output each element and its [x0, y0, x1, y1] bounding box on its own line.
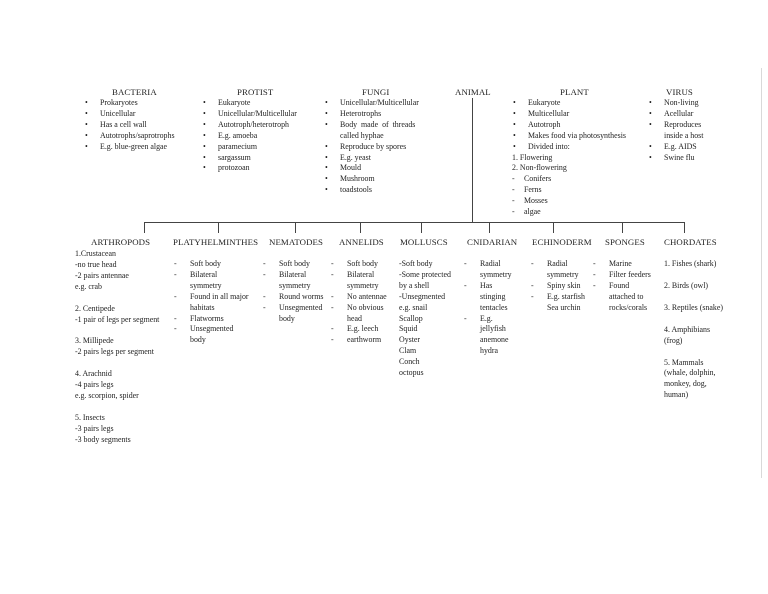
- list-item: called hyphae: [340, 130, 384, 140]
- list-item: -2 pairs legs per segment: [75, 347, 154, 357]
- list-item: • Autotroph/heterotroph: [202, 120, 297, 131]
- list-item: • E.g. blue-green algae: [84, 142, 175, 153]
- list-item: • sargassum: [202, 153, 297, 164]
- list-item: 2. Non-flowering: [512, 163, 567, 173]
- list-item: 5. Mammals: [664, 357, 704, 367]
- list-item: - Radial: [463, 259, 512, 270]
- list-item: -Soft body: [399, 259, 433, 268]
- list-item: • Acellular: [648, 109, 703, 120]
- list-item: 3. Millipede: [75, 336, 114, 346]
- kingdom-title-plant: PLANT: [560, 87, 589, 97]
- list-item: - Bilateral: [173, 270, 249, 281]
- list-item: body: [190, 335, 206, 345]
- list-item: - Flatworms: [173, 314, 249, 325]
- list-item: Oyster: [399, 335, 421, 345]
- kingdom-list-fungi: [324, 98, 419, 196]
- list-item: stinging: [480, 291, 506, 301]
- list-item: • Eukaryote: [512, 98, 626, 109]
- list-item: anemone: [480, 335, 509, 345]
- list-item: 4. Amphibians: [664, 324, 711, 334]
- list-item: - No antennae: [330, 292, 387, 303]
- list-item: - Soft body: [262, 259, 324, 270]
- kingdom-list-virus: [648, 98, 703, 163]
- list-item: - Marine: [592, 259, 651, 270]
- list-item: - Mosses: [512, 196, 626, 207]
- list-item: (frog): [664, 335, 683, 345]
- list-item: symmetry: [547, 269, 579, 279]
- list-item: • Divided into:: [512, 142, 626, 153]
- list-item: rocks/corals: [609, 302, 648, 312]
- list-item: • Autotroph: [512, 120, 626, 131]
- kingdom-title-animal: ANIMAL: [455, 87, 491, 97]
- kingdom-title-bacteria: BACTERIA: [112, 87, 157, 97]
- list-item: - algae: [512, 207, 626, 218]
- kingdom-list-plant: [512, 98, 626, 218]
- list-item: - Radial: [530, 259, 585, 270]
- list-item: Squid: [399, 324, 418, 334]
- list-item: tentacles: [480, 302, 508, 312]
- list-item: (whale, dolphin,: [664, 368, 716, 378]
- list-item: • Mould: [324, 163, 419, 174]
- list-item: • Reproduces: [648, 120, 703, 131]
- phylum-title-molluscs: MOLLUSCS: [400, 237, 448, 247]
- list-item: - Round worms: [262, 292, 324, 303]
- kingdom-list-bacteria: [84, 98, 175, 153]
- list-item: • protozoan: [202, 163, 297, 174]
- list-item: - E.g.: [463, 314, 512, 325]
- list-item: • E.g. yeast: [324, 153, 419, 164]
- list-item: - Conifers: [512, 174, 626, 185]
- list-item: - Soft body: [173, 259, 249, 270]
- kingdom-title-protist: PROTIST: [237, 87, 274, 97]
- list-item: human): [664, 390, 689, 400]
- list-item: • Has a cell wall: [84, 120, 175, 131]
- list-item: -4 pairs legs: [75, 380, 114, 390]
- phylum-title-nematodes: NEMATODES: [269, 237, 324, 247]
- list-item: e.g. crab: [75, 281, 102, 291]
- list-item: • Heterotrophs: [324, 109, 419, 120]
- list-item: -no true head: [75, 259, 117, 269]
- list-item: monkey, dog,: [664, 379, 707, 389]
- list-item: -2 pairs antennae: [75, 270, 129, 280]
- list-item: head: [347, 313, 362, 323]
- list-item: • Multicellular: [512, 109, 626, 120]
- list-item: - Unsegmented: [173, 324, 249, 335]
- phylum-list-molluscs: [399, 259, 451, 379]
- list-item: - Filter feeders: [592, 270, 651, 281]
- list-item: by a shell: [399, 280, 430, 290]
- phylum-list-sponges: [592, 259, 651, 314]
- phylum-title-arthropods: ARTHROPODS: [91, 237, 151, 247]
- phylum-list-cnidarian: [463, 259, 512, 357]
- list-item: Sea urchin: [547, 302, 581, 312]
- list-item: • Body made of threads: [324, 120, 419, 131]
- list-item: • paramecium: [202, 142, 297, 153]
- list-item: - Soft body: [330, 259, 387, 270]
- phylum-title-platyhelminthes: PLATYHELMINTHES: [173, 237, 259, 247]
- list-item: 3. Reptiles (snake): [664, 302, 723, 312]
- list-item: Conch: [399, 357, 420, 367]
- list-item: • Unicellular/Multicellular: [324, 98, 419, 109]
- list-item: 1. Flowering: [512, 152, 553, 162]
- phylum-title-echinoderm: ECHINODERM: [532, 237, 592, 247]
- list-item: octopus: [399, 368, 424, 378]
- list-item: body: [279, 313, 295, 323]
- list-item: symmetry: [190, 280, 222, 290]
- list-item: - earthworm: [330, 335, 387, 346]
- list-item: - No obvious: [330, 303, 387, 314]
- list-item: e.g. scorpion, spider: [75, 391, 139, 401]
- list-item: -3 body segments: [75, 434, 131, 444]
- list-item: - Spiny skin: [530, 281, 585, 292]
- list-item: attached to: [609, 291, 644, 301]
- list-item: 1.Crustacean: [75, 249, 116, 258]
- list-item: 2. Centipede: [75, 303, 115, 313]
- phylum-list-echinoderm: [530, 259, 585, 314]
- list-item: inside a host: [664, 130, 704, 140]
- list-item: -1 pair of legs per segment: [75, 314, 160, 324]
- list-item: symmetry: [279, 280, 311, 290]
- list-item: • Non-living: [648, 98, 703, 109]
- list-item: - E.g. starfish: [530, 292, 585, 303]
- kingdom-title-fungi: FUNGI: [362, 87, 390, 97]
- list-item: • toadstools: [324, 185, 419, 196]
- list-item: • Prokaryotes: [84, 98, 175, 109]
- list-item: - Bilateral: [330, 270, 387, 281]
- phylum-title-cnidarian: CNIDARIAN: [467, 237, 518, 247]
- list-item: e.g. snail: [399, 302, 428, 312]
- phylum-list-annelids: [330, 259, 387, 346]
- list-item: - Ferns: [512, 185, 626, 196]
- list-item: -Some protected: [399, 269, 451, 279]
- kingdom-list-protist: [202, 98, 297, 174]
- list-item: • E.g. AIDS: [648, 142, 703, 153]
- list-item: 1. Fishes (shark): [664, 259, 717, 268]
- list-item: - Found: [592, 281, 651, 292]
- list-item: symmetry: [347, 280, 379, 290]
- phylum-list-chordates: [664, 259, 723, 401]
- list-item: - Has: [463, 281, 512, 292]
- phylum-list-nematodes: [262, 259, 324, 324]
- list-item: • Reproduce by spores: [324, 142, 419, 153]
- list-item: -Unsegmented: [399, 291, 446, 301]
- phylum-title-annelids: ANNELIDS: [339, 237, 384, 247]
- list-item: 5. Insects: [75, 412, 105, 422]
- list-item: • Swine flu: [648, 153, 703, 164]
- list-item: jellyfish: [480, 324, 506, 334]
- list-item: - Bilateral: [262, 270, 324, 281]
- phylum-list-arthropods: [75, 249, 159, 446]
- list-item: • Unicellular: [84, 109, 175, 120]
- list-item: - Unsegmented: [262, 303, 324, 314]
- list-item: symmetry: [480, 269, 512, 279]
- list-item: habitats: [190, 302, 215, 312]
- phylum-list-platyhelminthes: [173, 259, 249, 346]
- list-item: - E.g. leech: [330, 324, 387, 335]
- list-item: 4. Arachnid: [75, 369, 112, 379]
- phylum-title-chordates: CHORDATES: [664, 237, 717, 247]
- list-item: • E.g. amoeba: [202, 131, 297, 142]
- list-item: hydra: [480, 346, 498, 356]
- list-item: Scallop: [399, 313, 423, 323]
- list-item: • Mushroom: [324, 174, 419, 185]
- kingdom-title-virus: VIRUS: [666, 87, 693, 97]
- list-item: - Found in all major: [173, 292, 249, 303]
- list-item: • Unicellular/Multicellular: [202, 109, 297, 120]
- list-item: • Makes food via photosynthesis: [512, 131, 626, 142]
- list-item: • Autotrophs/saprotrophs: [84, 131, 175, 142]
- list-item: • Eukaryote: [202, 98, 297, 109]
- list-item: -3 pairs legs: [75, 423, 114, 433]
- phylum-title-sponges: SPONGES: [605, 237, 645, 247]
- list-item: Clam: [399, 346, 417, 356]
- list-item: 2. Birds (owl): [664, 280, 709, 290]
